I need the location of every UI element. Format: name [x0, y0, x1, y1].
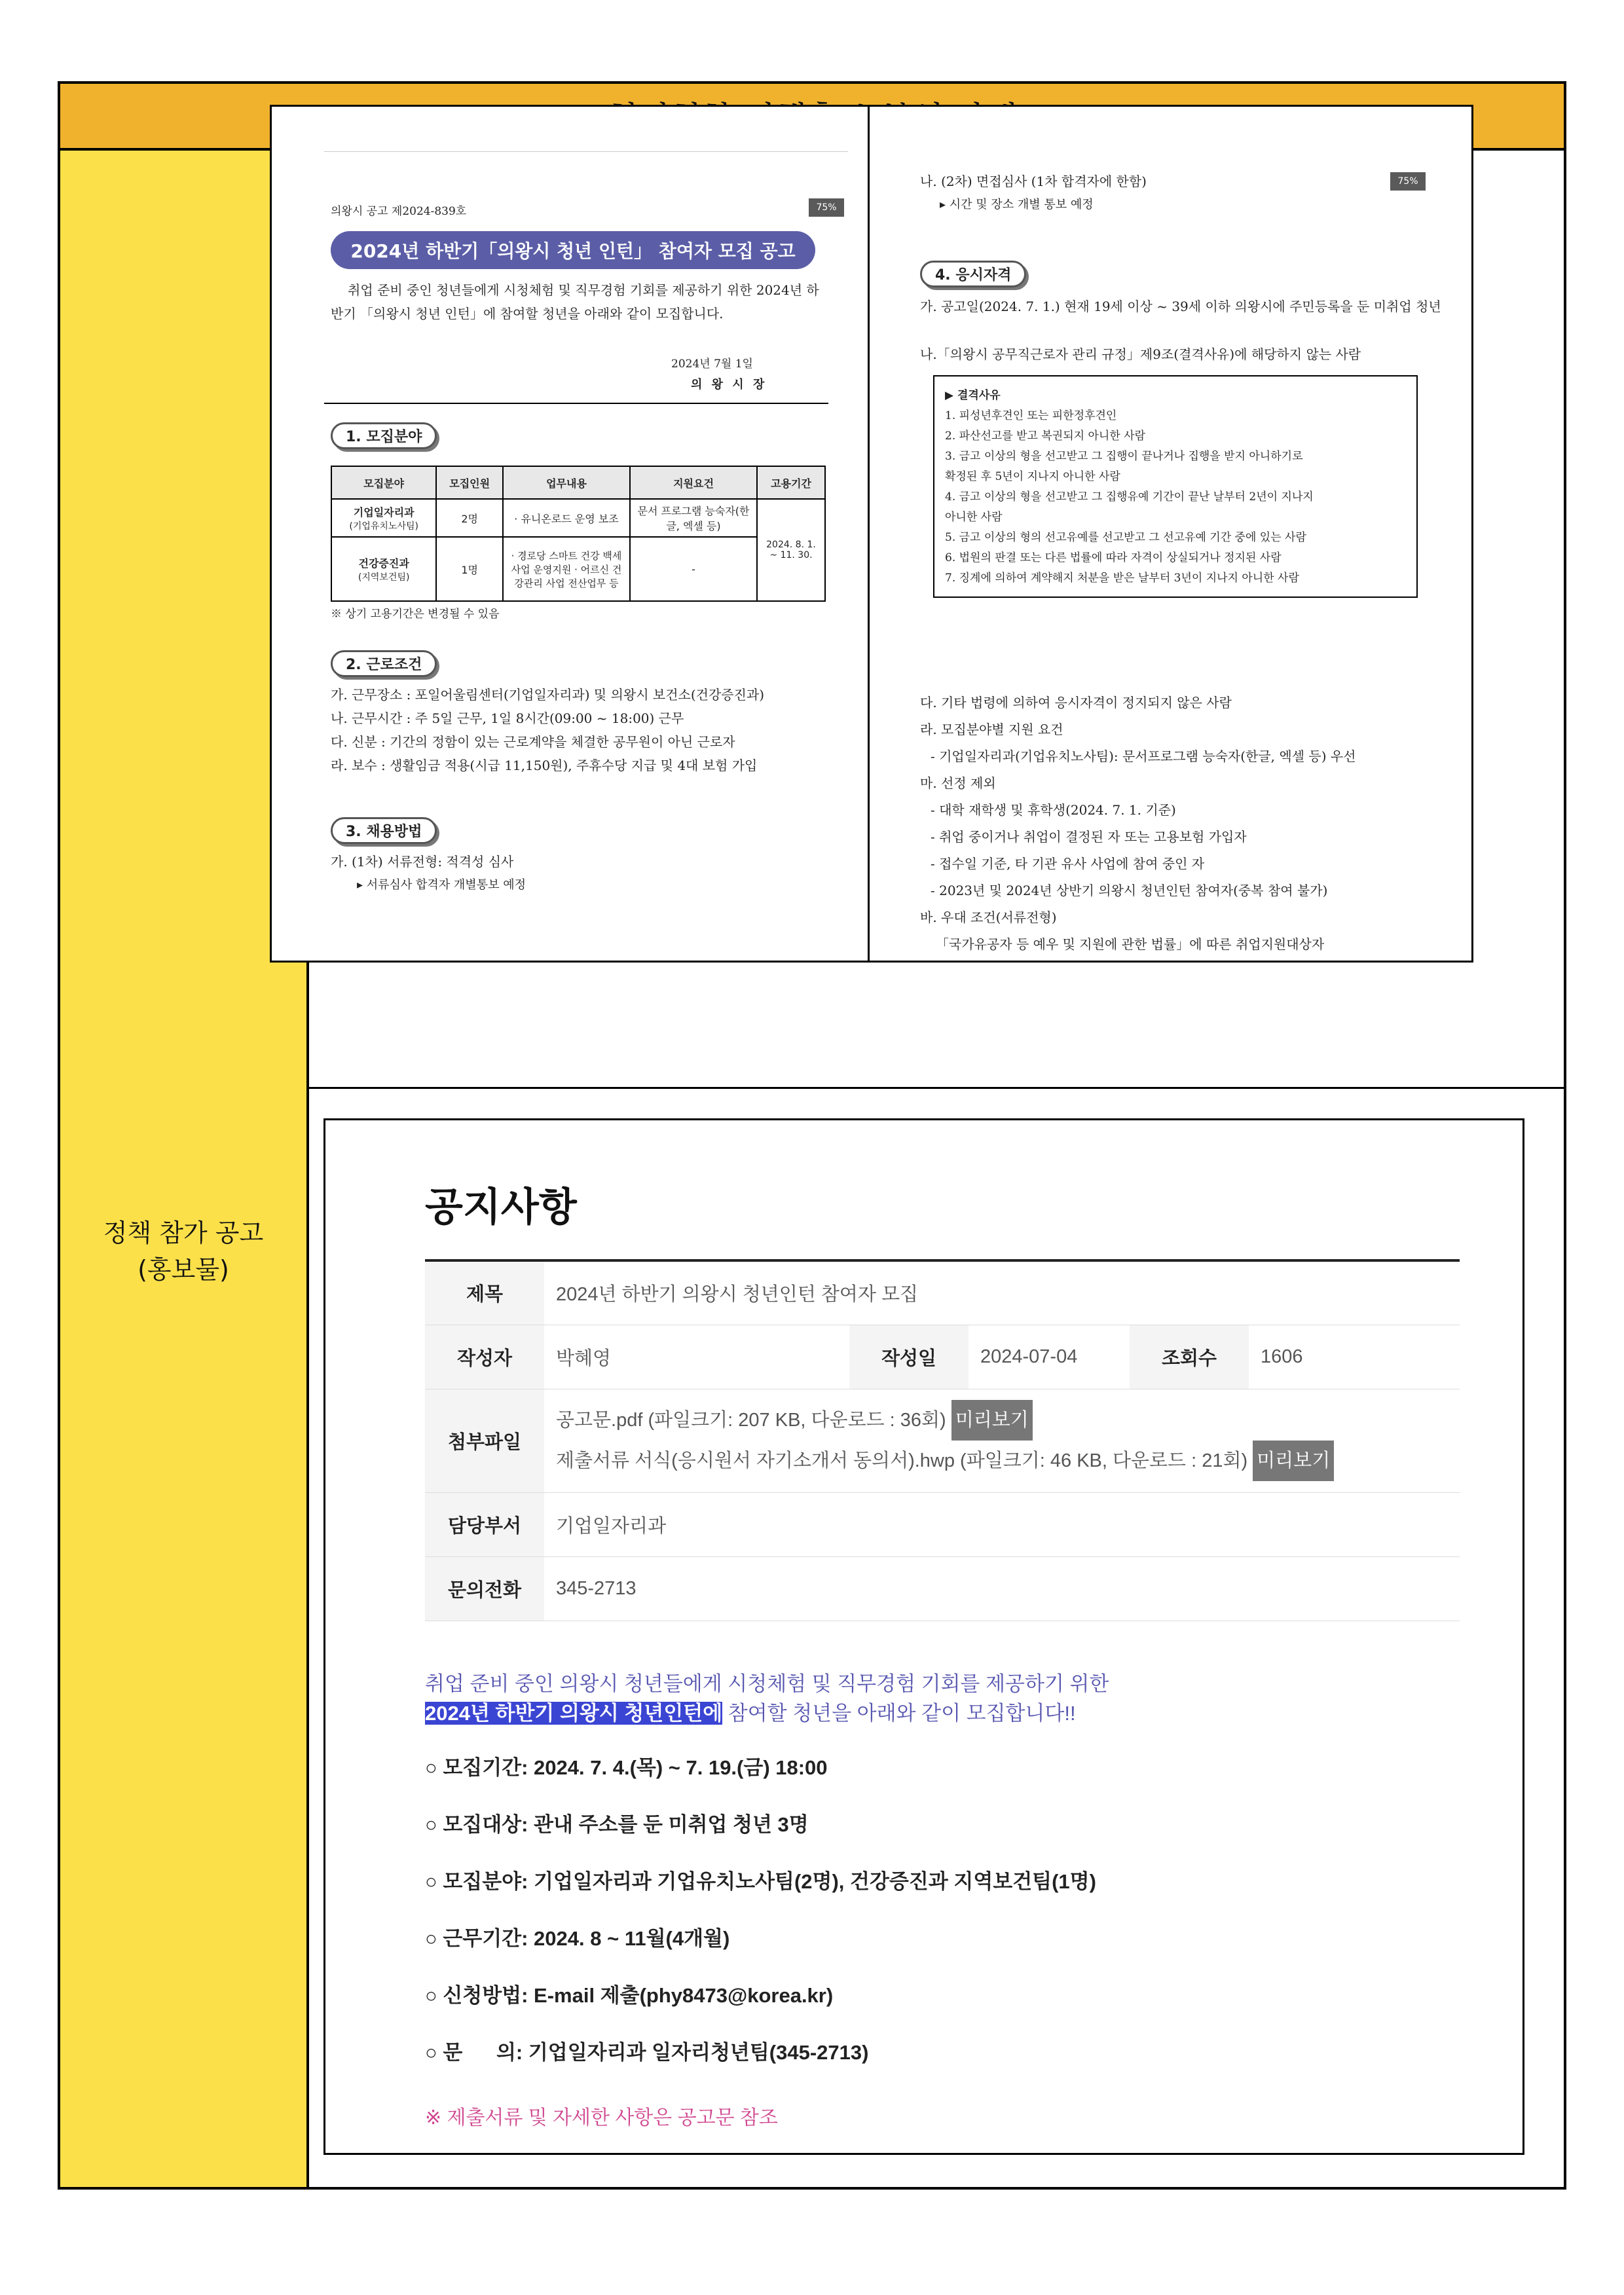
table-row [425, 1260, 1460, 1325]
table-row [425, 1492, 1460, 1556]
list-item: ○ 근무기간: 2024. 8 ~ 11월(4개월) [425, 1927, 730, 1950]
intro-line: 취업 준비 중인 의왕시 청년들에게 시청체험 및 직무경험 기회를 제공하기 위한 [425, 1672, 1109, 1695]
notice-info-table [425, 1259, 1460, 1621]
box-item: 아니한 사람 [945, 511, 1003, 524]
label-phone: 문의전화 [425, 1556, 544, 1621]
table-header: 지원요건 [630, 466, 757, 499]
detail-line: - 대학 재학생 및 휴학생(2024. 7. 1. 기준) [931, 802, 1176, 818]
box-item: 확정된 후 5년이 지나지 아니한 사람 [945, 470, 1120, 483]
box-item: 5. 금고 이상의 형의 선고유예를 선고받고 그 선고유예 기간 중에 있는 사람 [945, 531, 1306, 544]
table-cell: 1명 [436, 537, 503, 601]
notice-dept: 기업일자리과 [544, 1492, 1460, 1556]
notice-views: 1606 [1249, 1325, 1460, 1389]
section-3-heading [331, 817, 437, 844]
table-note: ※ 상기 고용기간은 변경될 수 있음 [331, 608, 500, 621]
detail-line: 다. 기타 법령에 의하여 응시자격이 정지되지 않은 사람 [920, 695, 1232, 710]
notice-date: 2024-07-04 [969, 1325, 1130, 1389]
table-header: 업무내용 [503, 466, 630, 499]
table-cell [331, 537, 436, 601]
issuer: 의 왕 시 장 [691, 378, 767, 392]
section-1-pill: 1. 모집분야 [331, 422, 437, 449]
hire-method [331, 850, 526, 897]
notice-items [425, 1756, 1096, 2098]
announcement-scan [270, 105, 1473, 963]
table-header: 고용기간 [757, 466, 825, 499]
label-author: 작성자 [425, 1325, 544, 1389]
category-label-line2: (홍보물) [138, 1255, 229, 1284]
announcement-intro: 취업 준비 중인 청년들에게 시청체험 및 직무경험 기회를 제공하기 위한 2024년 하반기 「의왕시 청년 인턴」에 참여할 청년을 아래와 같이 모집합니다. [331, 282, 819, 321]
notice-subject: 2024년 하반기 의왕시 청년인턴 참여자 모집 [544, 1260, 1460, 1325]
category-label-line1: 정책 참가 공고 [103, 1219, 264, 1247]
attachment-item [556, 1441, 1448, 1481]
detail-line: 라. 모집분야별 지원 요건 [920, 722, 1063, 737]
category-label [60, 1215, 306, 1288]
section-4-pill: 4. 응시자격 [920, 261, 1026, 287]
work-condition-item: 가. 근무장소 : 포일어울림센터(기업일자리과) 및 의왕시 보건소(건강증진과) [331, 687, 765, 703]
table-row [331, 537, 825, 601]
table-cell: 2024. 8. 1. ~ 11. 30. [757, 499, 825, 601]
label-date: 작성일 [849, 1325, 969, 1389]
hire-item: 가. (1차) 서류전형: 적격성 심사 [331, 854, 514, 870]
hire-item: ▸ 서류심사 합격자 개별통보 예정 [357, 878, 526, 892]
table-cell: · 유니온로드 운영 보조 [503, 499, 630, 537]
detail-line: - 기업일자리과(기업유치노사팀): 문서프로그램 능숙자(한글, 엑셀 등) 우선 [931, 748, 1356, 764]
announcement-banner: 2024년 하반기「의왕시 청년 인턴」 참여자 모집 공고 [331, 231, 815, 269]
notice-footnote: ※ 제출서류 및 자세한 사항은 공고문 참조 [425, 2107, 778, 2129]
work-condition-item: 나. 근무시간 : 주 5일 근무, 1일 8시간(09:00 ~ 18:00) 근무 [331, 710, 684, 726]
detail-line: 「국가유공자 등 예우 및 지원에 관한 법률」에 따른 취업지원대상자 [936, 936, 1325, 952]
list-item: ○ 신청방법: E-mail 제출(phy8473@korea.kr) [425, 1984, 834, 2007]
section-2-pill: 2. 근로조건 [331, 650, 437, 677]
box-item: 4. 금고 이상의 형을 선고받고 그 집행유예 기간이 끝난 날부터 2년이 지나지 [945, 490, 1314, 504]
notice-phone: 345-2713 [544, 1556, 1460, 1621]
label-files: 첨부파일 [425, 1389, 544, 1492]
row-divider [309, 1087, 1564, 1089]
page-separator [868, 107, 870, 961]
zoom-badge: 75% [1390, 172, 1426, 191]
attachments [544, 1389, 1460, 1492]
table-row [425, 1389, 1460, 1492]
list-item: ○ 모집기간: 2024. 7. 4.(목) ~ 7. 19.(금) 18:00 [425, 1756, 828, 1779]
work-conditions [331, 683, 855, 777]
announcement-date: 2024년 7월 1일 [671, 358, 753, 371]
notice-title: 공지사항 [425, 1185, 577, 1229]
table-row [425, 1556, 1460, 1621]
interview-item: 나. (2차) 면접심사 (1차 합격자에 한함) [920, 174, 1147, 189]
label-subject: 제목 [425, 1260, 544, 1325]
section-4-heading [920, 261, 1026, 287]
attachment-item [556, 1400, 1448, 1441]
preview-button[interactable]: 미리보기 [951, 1400, 1033, 1441]
field-name: 건강증진과 [358, 557, 409, 570]
detail-line: 바. 우대 조건(서류전형) [920, 909, 1057, 925]
box-item: 7. 징계에 의하여 계약해지 처분을 받은 날부터 3년이 지나지 아니한 사람 [945, 572, 1299, 585]
field-team: (기업유치노사팀) [349, 521, 418, 532]
work-condition-item: 라. 보수 : 생활임금 적용(시급 11,150원), 주휴수당 지급 및 4대 보험 가입 [331, 758, 758, 773]
attachment-link[interactable]: 제출서류 서식(응시원서 자기소개서 동의서).hwp (파일크기: 46 KB, 다운로드 : 21회) [556, 1450, 1248, 1471]
qualification-details [920, 689, 1457, 958]
interview-info [920, 170, 1147, 217]
list-item: ○ 모집대상: 관내 주소를 둔 미취업 청년 3명 [425, 1813, 809, 1836]
doc-number: 의왕시 공고 제2024-839호 [331, 205, 467, 218]
qualification-a: 가. 공고일(2024. 7. 1.) 현재 19세 이상 ~ 39세 이하 의왕시에 주민등록을 둔 미취업 청년 [920, 299, 1441, 314]
detail-line: - 접수일 기준, 타 기관 유사 사업에 참여 중인 자 [931, 856, 1205, 872]
notice-author: 박혜영 [544, 1325, 849, 1389]
detail-line: 마. 선정 제외 [920, 775, 996, 791]
section-1-heading [331, 422, 437, 449]
box-item: 3. 금고 이상의 형을 선고받고 그 집행이 끝나거나 집행을 받지 아니하기로 [945, 450, 1303, 463]
box-item: 2. 파산선고를 받고 복권되지 아니한 사람 [945, 430, 1145, 443]
list-item: ○ 모집분야: 기업일자리과 기업유치노사팀(2명), 건강증진과 지역보건팀(1명) [425, 1870, 1096, 1893]
label-views: 조회수 [1130, 1325, 1249, 1389]
box-title: ▶ 결격사유 [945, 389, 1001, 402]
intro-rest: 참여할 청년을 아래와 같이 모집합니다!! [722, 1702, 1076, 1725]
label-dept: 담당부서 [425, 1492, 544, 1556]
preview-button[interactable]: 미리보기 [1253, 1441, 1334, 1481]
box-item: 1. 피성년후견인 또는 피한정후견인 [945, 409, 1117, 422]
interview-item: ▸ 시간 및 장소 개별 통보 예정 [940, 198, 1094, 211]
qualification-b: 나.「의왕시 공무직근로자 관리 규정」제9조(결격사유)에 해당하지 않는 사람 [920, 346, 1361, 362]
section-3-pill: 3. 채용방법 [331, 817, 437, 844]
detail-line: - 취업 중이거나 취업이 결정된 자 또는 고용보험 가입자 [931, 829, 1247, 845]
table-cell: · 경로당 스마트 건강 백세사업 운영지원 · 어르신 건강관리 사업 전산업무 등 [503, 537, 630, 601]
table-header: 모집인원 [436, 466, 503, 499]
table-row [425, 1325, 1460, 1389]
table-header: 모집분야 [331, 466, 436, 499]
zoom-badge: 75% [809, 198, 844, 217]
header-rule [324, 403, 828, 404]
box-item: 6. 법원의 판결 또는 다른 법률에 따라 자격이 상실되거나 정지된 사람 [945, 551, 1282, 564]
page-top-rule [324, 151, 848, 152]
table-cell: 2명 [436, 499, 503, 537]
list-item: ○ 문 의: 기업일자리과 일자리청년팀(345-2713) [425, 2041, 869, 2064]
intro-line [425, 1698, 1109, 1728]
intro-highlight: 2024년 하반기 의왕시 청년인턴에 [425, 1702, 723, 1725]
table-cell [331, 499, 436, 537]
recruit-table-header [331, 466, 825, 499]
recruit-table [331, 466, 826, 602]
notice-intro [425, 1669, 1109, 1728]
table-cell: 문서 프로그램 능숙자(한글, 엑셀 등) [630, 499, 757, 537]
detail-line: - 2023년 및 2024년 상반기 의왕시 청년인턴 참여자(중복 참여 불가) [931, 883, 1328, 898]
table-row [331, 499, 825, 537]
table-cell: - [630, 537, 757, 601]
attachment-link[interactable]: 공고문.pdf (파일크기: 207 KB, 다운로드 : 36회) [556, 1410, 946, 1431]
field-name: 기업일자리과 [353, 505, 415, 519]
field-team: (지역보건팀) [358, 572, 410, 583]
section-2-heading [331, 650, 437, 677]
work-condition-item: 다. 신분 : 기간의 정함이 있는 근로계약을 체결한 공무원이 아닌 근로자 [331, 734, 735, 750]
notice-screenshot [323, 1118, 1524, 2155]
disqualification-box [933, 375, 1418, 598]
